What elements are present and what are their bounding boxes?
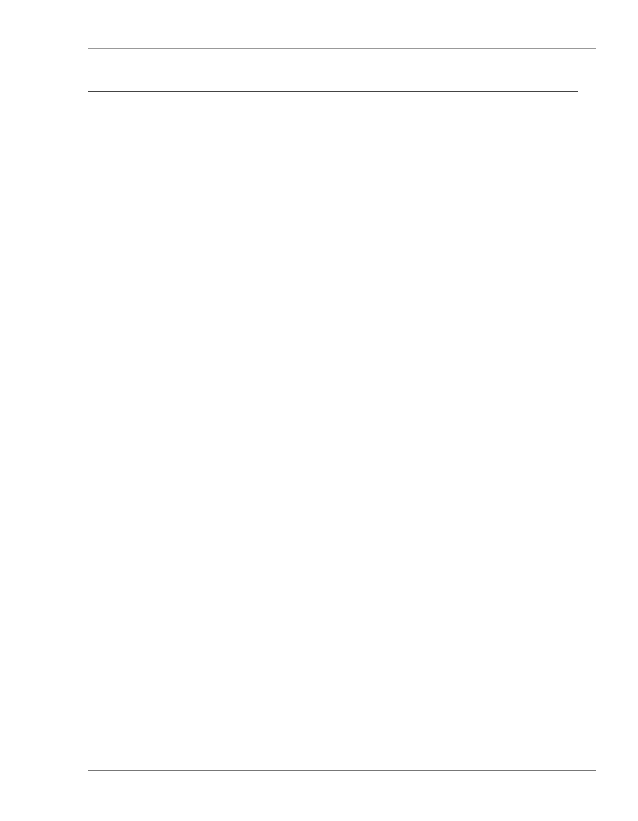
- section-divider: [88, 91, 578, 92]
- toc-content: [88, 86, 578, 102]
- extrait-ouvrage-label: [5, 36, 27, 216]
- footer-rule: [88, 770, 596, 771]
- header-rule: [88, 48, 596, 49]
